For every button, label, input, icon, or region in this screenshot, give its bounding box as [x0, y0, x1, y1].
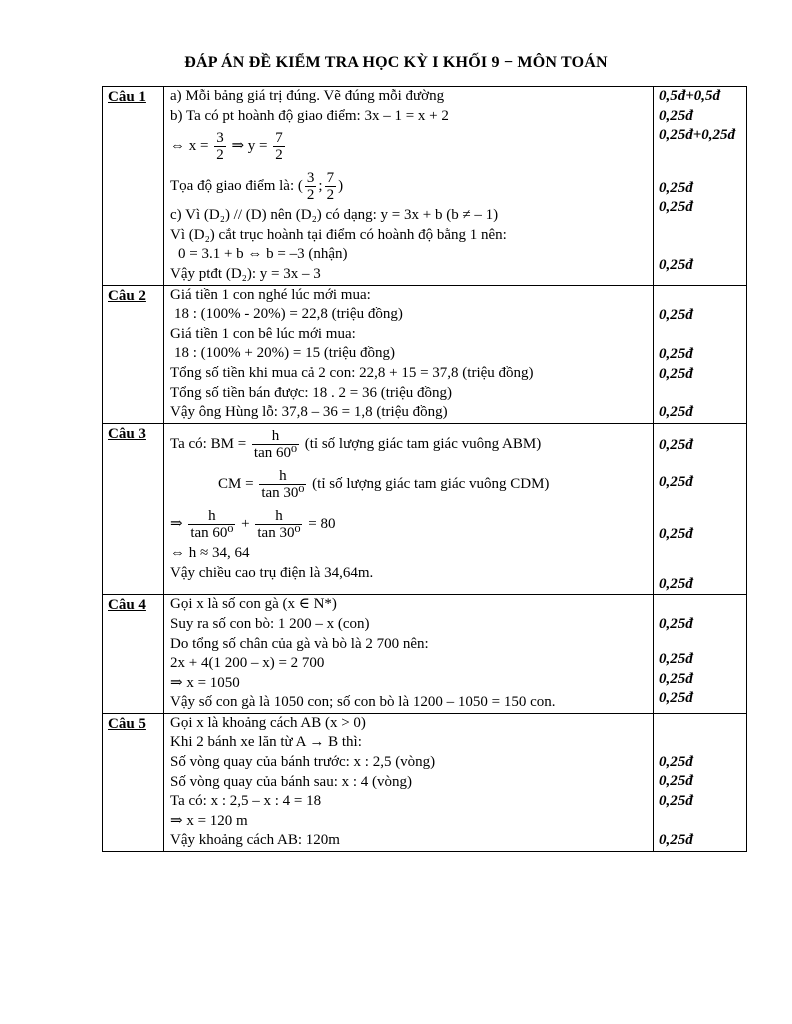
text-line: 0 = 3.1 + b ⇔ b = –3 (nhận) — [178, 246, 348, 263]
table-row-q1 — [103, 87, 747, 286]
fraction — [252, 428, 299, 462]
points-value: 0,25đ — [659, 616, 693, 633]
text-line: Vậy chiều cao trụ điện là 34,64m. — [170, 564, 374, 581]
points-value: 0,25đ — [659, 526, 693, 543]
text-line: ⇒ x = 1050 — [170, 674, 240, 691]
denominator: 2 — [216, 147, 224, 164]
points-value: 0,25đ+0,25đ — [659, 127, 736, 144]
points-value: 0,25đ — [659, 670, 693, 687]
denominator: tan 30⁰ — [261, 485, 305, 501]
text-line: b) Ta có pt hoành độ giao điểm: 3x – 1 = x + 2 — [170, 107, 449, 124]
answer-body — [164, 423, 654, 594]
fraction — [259, 468, 306, 502]
points-value: 0,25đ — [659, 793, 693, 810]
table-row-q2 — [103, 285, 747, 423]
text-line: Khi 2 bánh xe lăn từ A → B thì: — [170, 734, 362, 751]
table-row-q4 — [103, 595, 747, 714]
math-text: + — [241, 515, 250, 532]
text-line: c) Vì (D₂) // (D) nên (D₂) có dạng: y = 3x + b (b ≠ – 1) — [170, 207, 499, 224]
text-line: Vậy khoảng cách AB: 120m — [170, 832, 340, 849]
answer-table — [102, 86, 747, 852]
text-line: Gọi x là khoảng cách AB (x > 0) — [170, 714, 366, 731]
text-line: Vậy số con gà là 1050 con; số con bò là 1200 – 1050 = 150 con. — [170, 694, 556, 711]
answer-body — [164, 285, 654, 423]
points-value: 0,25đ — [659, 179, 693, 196]
points-value: 0,25đ — [659, 773, 693, 790]
text-line: Ta có: x : 2,5 – x : 4 = 18 — [170, 793, 322, 810]
numerator: 7 — [326, 169, 335, 186]
fraction — [188, 508, 235, 542]
denominator: tan 60⁰ — [190, 525, 234, 541]
text-line: Vậy ptđt (D₂): y = 3x – 3 — [170, 265, 321, 282]
points-column — [654, 595, 747, 714]
text-line: Số vòng quay của bánh sau: x : 4 (vòng) — [170, 773, 413, 790]
points-value: 0,25đ — [659, 199, 693, 216]
question-label: Câu 3 — [103, 423, 164, 594]
points-value: 0,25đ — [659, 831, 693, 848]
math-text: ; — [318, 178, 323, 195]
fraction — [305, 170, 317, 204]
numerator: h — [271, 427, 280, 444]
question-label: Câu 1 — [103, 87, 164, 286]
text-line: ⇒ x = 120 m — [170, 812, 248, 829]
numerator: 7 — [275, 129, 283, 146]
text-line: Vì (D₂) cắt trục hoành tại điểm có hoành độ bằng 1 nên: — [170, 226, 507, 243]
numerator: h — [279, 467, 287, 484]
points-value: 0,25đ — [659, 473, 693, 490]
points-value: 0,25đ — [659, 346, 693, 363]
points-column — [654, 285, 747, 423]
answer-body — [164, 713, 654, 851]
math-text: Tọa độ giao điểm là: ( — [170, 178, 303, 195]
points-column — [654, 713, 747, 851]
answer-body — [164, 87, 654, 286]
text-line: Số vòng quay của bánh trước: x : 2,5 (vòng) — [170, 754, 436, 771]
numerator: h — [275, 507, 283, 524]
text-line: 2x + 4(1 200 – x) = 2 700 — [170, 655, 325, 672]
fraction — [325, 170, 337, 204]
text-line: Giá tiền 1 con nghé lúc mới mua: — [170, 286, 371, 303]
points-value: 0,25đ — [659, 575, 693, 592]
numerator: 3 — [216, 129, 224, 146]
text-line: Tổng số tiền khi mua cả 2 con: 22,8 + 15 = 37,8 (triệu đồng) — [170, 364, 534, 381]
question-label: Câu 5 — [103, 713, 164, 851]
points-value: 0,25đ — [659, 256, 693, 273]
math-text: ⇔ x = — [170, 138, 209, 155]
points-value: 0,25đ — [659, 690, 693, 707]
page-title: ĐÁP ÁN ĐỀ KIỂM TRA HỌC KỲ I KHỐI 9 − MÔN TOÁN — [184, 54, 608, 71]
points-column — [654, 423, 747, 594]
math-line — [170, 464, 653, 504]
text-line: 18 : (100% + 20%) = 15 (triệu đồng) — [174, 345, 396, 362]
math-line — [170, 424, 653, 464]
math-text: Ta có: BM = — [170, 435, 247, 452]
denominator: tan 60⁰ — [253, 445, 297, 461]
numerator: h — [208, 507, 216, 524]
math-text: (tỉ số lượng giác tam giác vuông ABM) — [304, 435, 542, 452]
denominator: 2 — [306, 187, 315, 204]
math-text: CM = — [218, 475, 254, 492]
text-line: Do tổng số chân của gà và bò là 2 700 nên: — [170, 635, 429, 652]
denominator: tan 30⁰ — [257, 525, 301, 541]
math-text: ⇒ — [170, 515, 183, 532]
math-text: ⇒ y = — [231, 138, 268, 155]
points-value: 0,5đ+0,5đ — [659, 88, 721, 104]
numerator: 3 — [306, 169, 315, 186]
math-text: ) — [338, 178, 344, 195]
text-line: ⇔ h ≈ 34, 64 — [170, 544, 250, 561]
text-line: 18 : (100% - 20%) = 22,8 (triệu đồng) — [174, 306, 403, 323]
points-value: 0,25đ — [659, 365, 693, 382]
points-column — [654, 87, 747, 286]
math-line — [170, 126, 653, 166]
points-value: 0,25đ — [659, 404, 693, 421]
question-label: Câu 4 — [103, 595, 164, 714]
text-line: Suy ra số con bò: 1 200 – x (con) — [170, 615, 370, 632]
text-line: Tổng số tiền bán được: 18 . 2 = 36 (triệu đồng) — [170, 384, 452, 401]
fraction — [273, 130, 285, 164]
text-line: Giá tiền 1 con bê lúc mới mua: — [170, 325, 356, 342]
math-text: (tỉ số lượng giác tam giác vuông CDM) — [312, 475, 550, 492]
question-label: Câu 2 — [103, 285, 164, 423]
math-text: = 80 — [308, 515, 336, 532]
points-value: 0,25đ — [659, 306, 693, 323]
points-value: 0,25đ — [659, 650, 693, 667]
table-row-q5 — [103, 713, 747, 851]
answer-body — [164, 595, 654, 714]
fraction — [255, 508, 302, 542]
math-line — [170, 504, 653, 544]
denominator: 2 — [326, 187, 335, 204]
fraction — [214, 130, 226, 164]
table-row-q3 — [103, 423, 747, 594]
text-line: Gọi x là số con gà (x ∈ N*) — [170, 596, 337, 613]
text-line: Vậy ông Hùng lỗ: 37,8 – 36 = 1,8 (triệu đồng) — [170, 404, 448, 421]
points-value: 0,25đ — [659, 436, 693, 453]
points-value: 0,25đ — [659, 753, 693, 770]
points-value: 0,25đ — [659, 107, 693, 124]
denominator: 2 — [275, 147, 283, 164]
math-line — [170, 166, 653, 206]
text-line: a) Mỗi bảng giá trị đúng. Vẽ đúng mỗi đường — [170, 88, 445, 104]
